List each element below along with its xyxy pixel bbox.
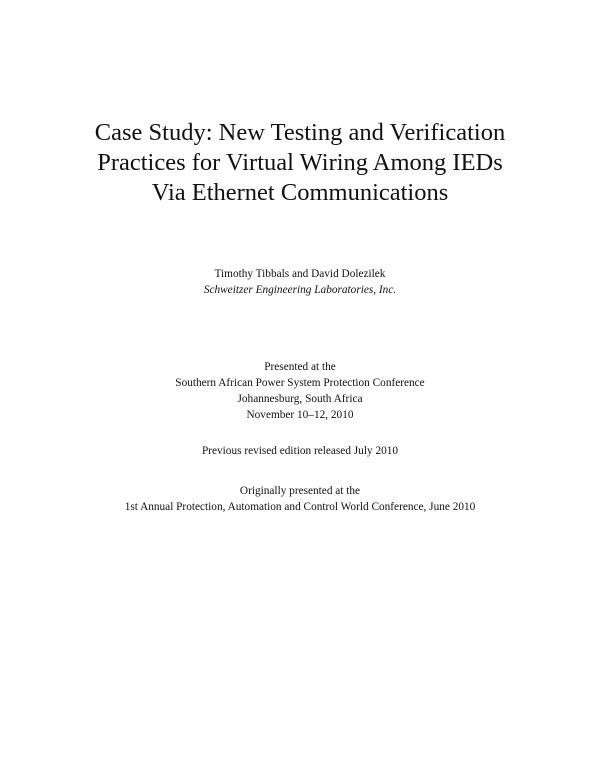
conference-location: Johannesburg, South Africa xyxy=(237,393,363,405)
original-presentation-info xyxy=(0,483,600,515)
presentation-info xyxy=(0,359,600,423)
author-block xyxy=(0,266,600,298)
revised-edition-text: Previous revised edition released July 2010 xyxy=(201,445,399,457)
document-title xyxy=(0,118,600,208)
conference-name: Southern African Power System Protection Conference xyxy=(175,377,425,389)
title-line-2: Practices for Virtual Wiring Among IEDs xyxy=(97,149,503,176)
title-line-1: Case Study: New Testing and Verification xyxy=(94,119,506,146)
original-conference: 1st Annual Protection, Automation and Control World Conference, June 2010 xyxy=(124,501,476,513)
presented-intro: Presented at the xyxy=(264,361,336,373)
affiliation: Schweitzer Engineering Laboratories, Inc. xyxy=(203,284,397,296)
authors: Timothy Tibbals and David Dolezilek xyxy=(214,268,386,280)
revision-note xyxy=(0,443,600,459)
original-intro: Originally presented at the xyxy=(239,485,361,497)
conference-dates: November 10–12, 2010 xyxy=(246,409,354,421)
title-line-3: Via Ethernet Communications xyxy=(151,179,449,206)
